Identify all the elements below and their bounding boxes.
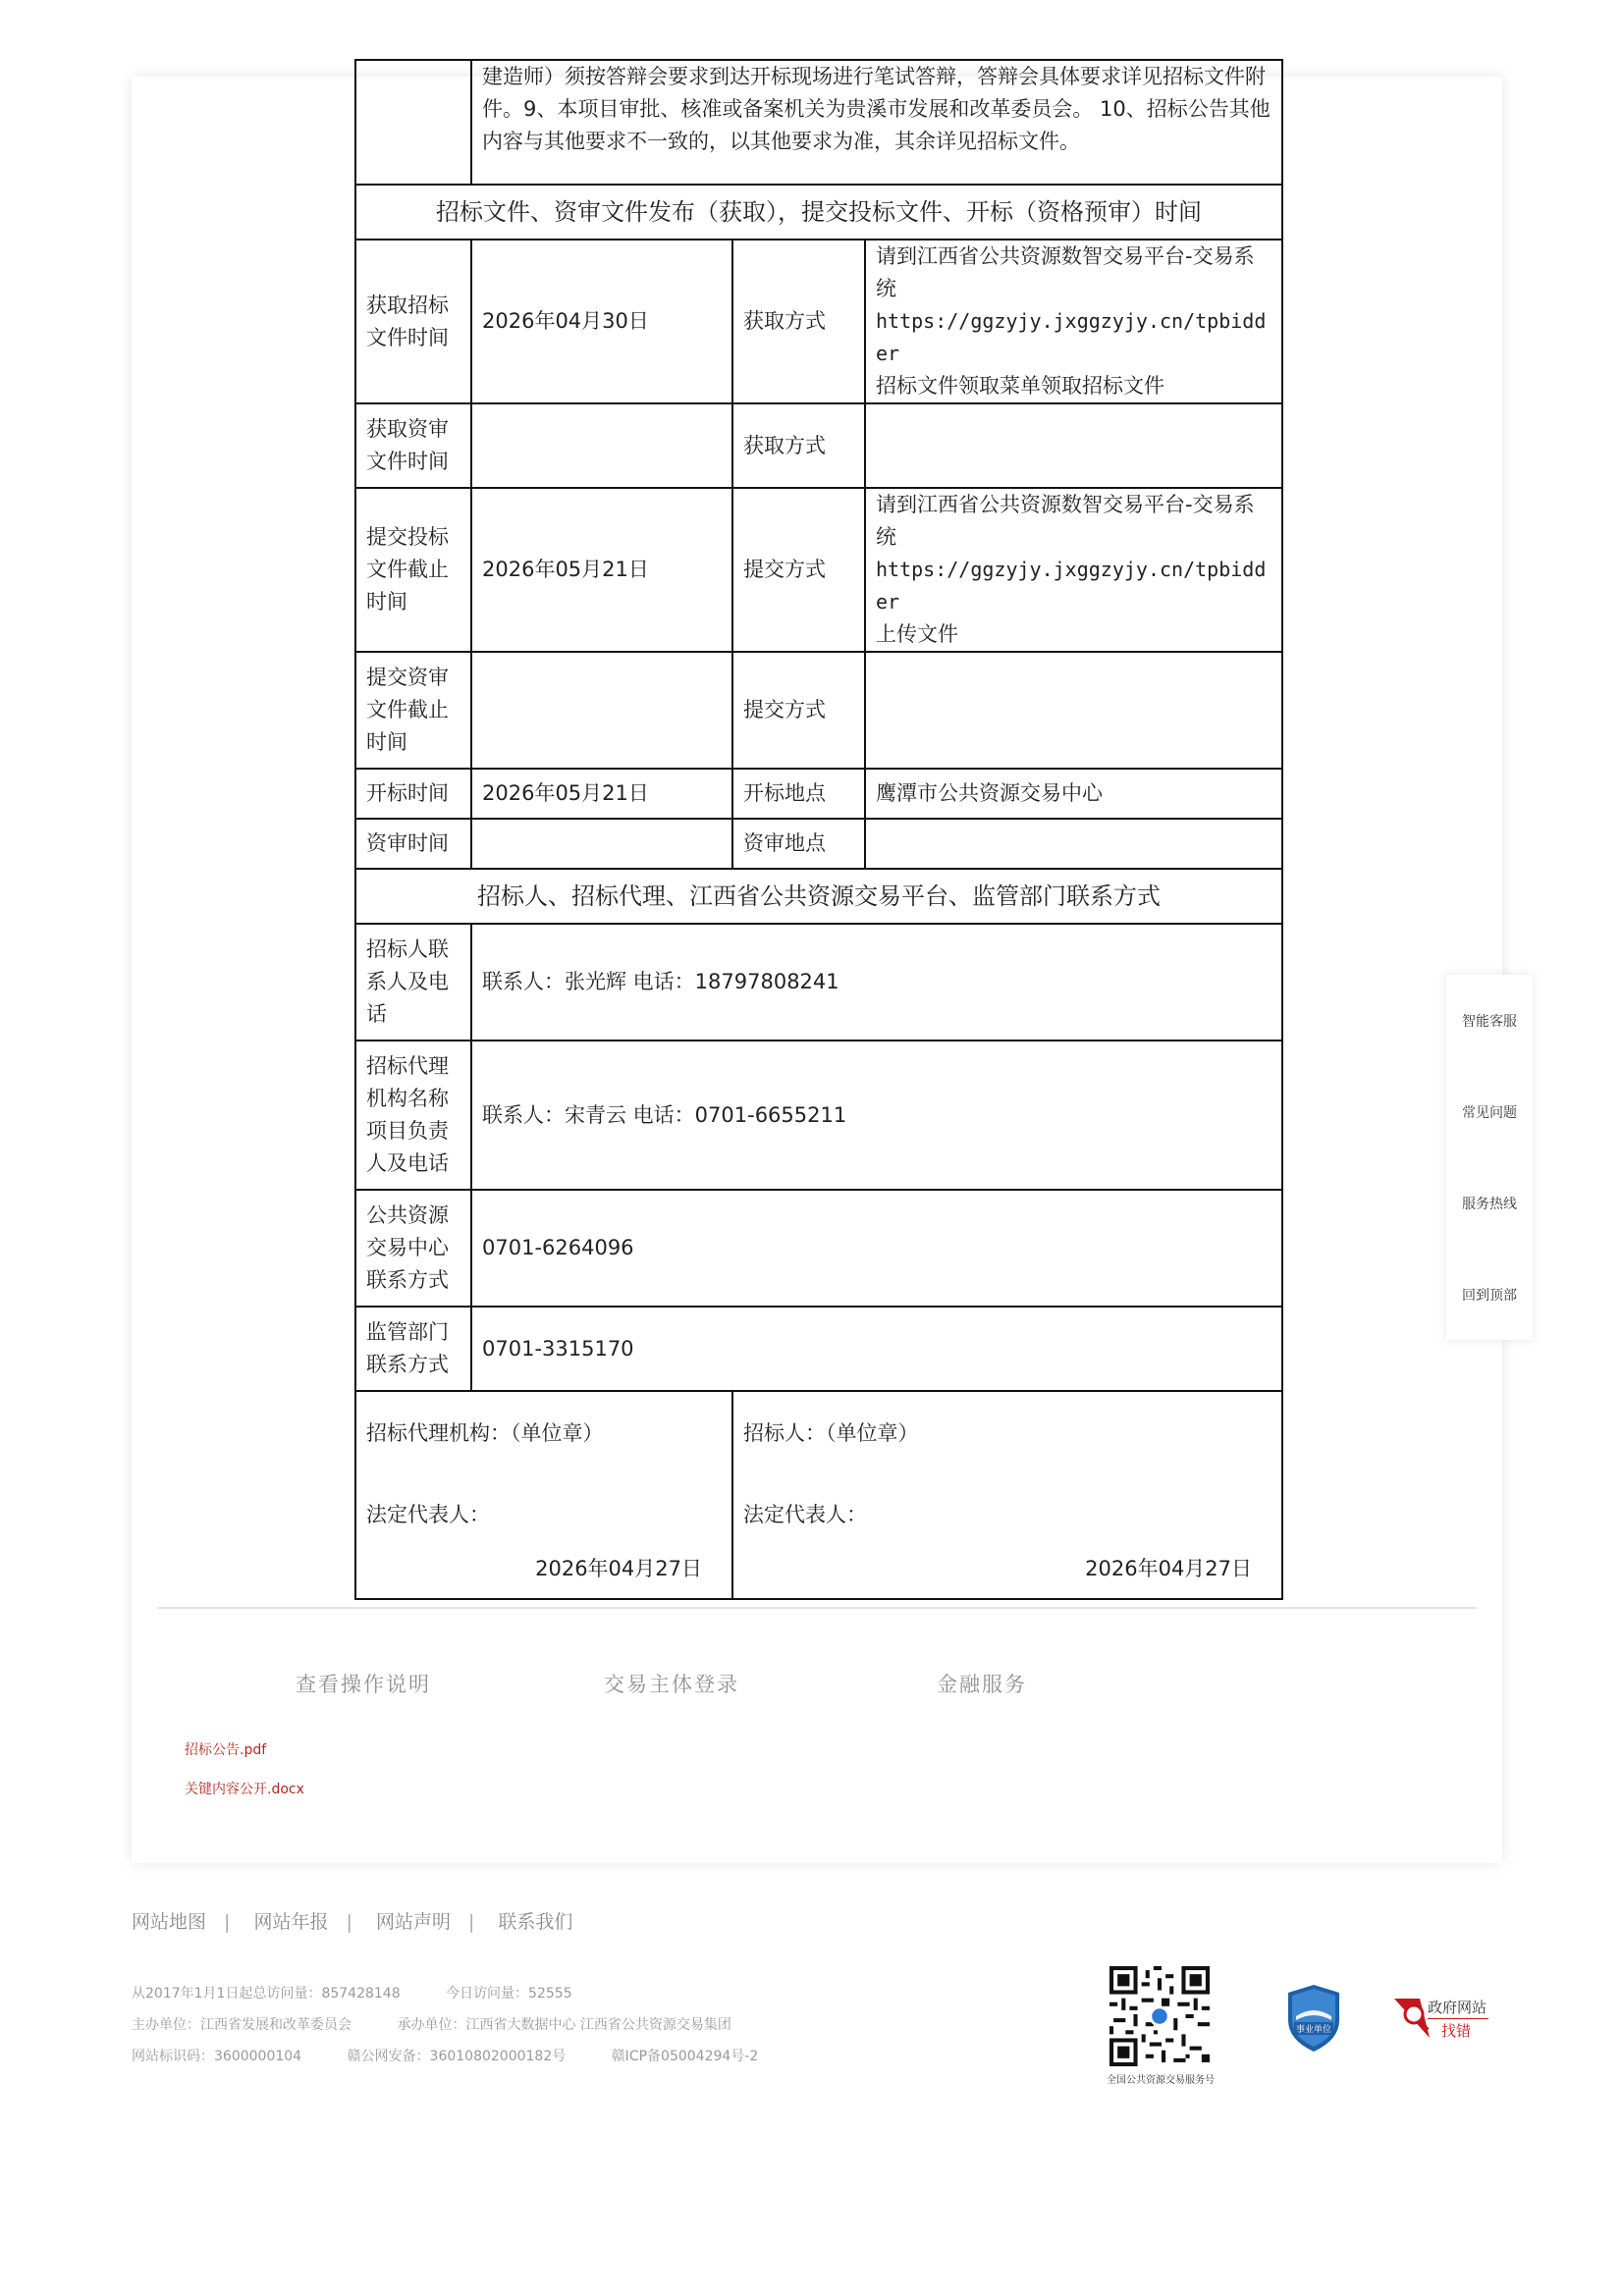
icp-record: 赣ICP备05004294号-2 <box>611 2049 759 2064</box>
method-text: 请到江西省公共资源数智交易平台-交易系统 <box>876 244 1255 300</box>
label-get-qual-method: 获取方式 <box>732 403 865 488</box>
label-submit-qual-method: 提交方式 <box>732 652 865 769</box>
value-trading-center-contact: 0701-6264096 <box>471 1190 1282 1307</box>
label-agency-contact: 招标代理机构名称项目负责人及电话 <box>355 1041 471 1190</box>
value-get-qual-time <box>471 403 732 488</box>
label-qual-review-time: 资审时间 <box>355 819 471 869</box>
link-trading-login[interactable]: 交易主体登录 <box>604 1673 739 1696</box>
footer-link-sitemap[interactable]: 网站地图 <box>132 1911 207 1933</box>
tenderer-seal-label: 招标人：（单位章） <box>743 1421 919 1445</box>
tenderer-rep-label: 法定代表人： <box>743 1503 867 1526</box>
label-qual-review-place: 资审地点 <box>732 819 865 869</box>
footer-link-contact[interactable]: 联系我们 <box>498 1911 573 1933</box>
magnifier-icon <box>1392 1995 1432 2044</box>
label-submit-bid-deadline: 提交投标文件截止时间 <box>355 488 471 652</box>
value-supervision-contact: 0701-3315170 <box>471 1307 1282 1391</box>
signature-tenderer <box>732 1391 1282 1599</box>
platform-url: https://ggzyjy.jxggzyjy.cn/tpbidder <box>876 309 1267 365</box>
method-text: 招标文件领取菜单领取招标文件 <box>876 374 1164 398</box>
method-text: 请到江西省公共资源数智交易平台-交易系统 <box>876 493 1255 549</box>
badge-text: 事业单位 <box>1295 2025 1332 2035</box>
notice-cell-spacer <box>355 60 471 185</box>
zhaocuo-rule <box>1428 2018 1488 2019</box>
qr-caption: 全国公共资源交易服务号 <box>1107 2075 1215 2086</box>
value-get-bid-method <box>865 240 1282 403</box>
value-submit-bid-deadline: 2026年05月21日 <box>471 488 732 652</box>
notice-text: 建造师）须按答辩会要求到达开标现场进行笔试答辩，答辩会具体要求详见招标文件附件。9、本项目审批、核准或备案机关为贵溪市发展和改革委员会。 10、招标公告其他内容与其他要求不一致的，以其他要求为准，其余详见招标文件。 <box>471 60 1282 185</box>
value-open-bid-time: 2026年05月21日 <box>471 769 732 819</box>
footer-visit-stats <box>132 1983 614 2002</box>
label-submit-qual-deadline: 提交资审文件截止时间 <box>355 652 471 769</box>
agency-rep-label: 法定代表人： <box>366 1503 490 1526</box>
value-get-bid-time: 2026年04月30日 <box>471 240 732 403</box>
sidebar-back-to-top[interactable]: 回到顶部 <box>1462 1287 1517 1304</box>
footer-link-annual-report[interactable]: 网站年报 <box>253 1911 329 1933</box>
zhaocuo-line2: 找错 <box>1441 2022 1472 2040</box>
value-tenderer-contact: 联系人：张光辉 电话：18797808241 <box>471 924 1282 1041</box>
today-visits: 今日访问量：52555 <box>446 1986 572 2002</box>
public-institution-badge-icon[interactable] <box>1284 1983 1343 2054</box>
agency-sign-date: 2026年04月27日 <box>535 1557 702 1580</box>
attachment-link-pdf[interactable]: 招标公告.pdf <box>185 1742 267 1758</box>
value-submit-bid-method <box>865 488 1282 652</box>
label-submit-bid-method: 提交方式 <box>732 488 865 652</box>
qr-code-icon <box>1109 1966 1210 2066</box>
tenderer-sign-date: 2026年04月27日 <box>1085 1557 1253 1580</box>
sidebar-smart-service[interactable]: 智能客服 <box>1462 1013 1517 1030</box>
agency-seal-label: 招标代理机构：（单位章） <box>366 1421 604 1445</box>
footer-nav: 网站地图 | 网站年报 | 网站声明 | 联系我们 <box>132 1911 573 1933</box>
label-open-bid-time: 开标时间 <box>355 769 471 819</box>
police-record: 赣公网安备：36010802000182号 <box>347 2049 567 2064</box>
notice-table <box>354 59 1283 1600</box>
label-tenderer-contact: 招标人联系人及电话 <box>355 924 471 1041</box>
attachment-link-docx[interactable]: 关键内容公开.docx <box>185 1782 304 1797</box>
floating-sidebar <box>1446 975 1533 1340</box>
section-title-contacts: 招标人、招标代理、江西省公共资源交易平台、监管部门联系方式 <box>355 869 1282 924</box>
value-get-qual-method <box>865 403 1282 488</box>
sidebar-faq[interactable]: 常见问题 <box>1462 1104 1517 1121</box>
value-submit-qual-deadline <box>471 652 732 769</box>
value-submit-qual-method <box>865 652 1282 769</box>
signature-agency <box>355 1391 732 1599</box>
footer-organizers <box>132 2014 773 2034</box>
divider <box>157 1607 1477 1609</box>
total-visits: 从2017年1月1日起总访问量：857428148 <box>132 1986 401 2002</box>
label-get-bid-time: 获取招标文件时间 <box>355 240 471 403</box>
label-trading-center-contact: 公共资源交易中心联系方式 <box>355 1190 471 1307</box>
label-get-bid-method: 获取方式 <box>732 240 865 403</box>
method-text: 上传文件 <box>876 622 958 646</box>
value-open-bid-place: 鹰潭市公共资源交易中心 <box>865 769 1282 819</box>
value-agency-contact: 联系人：宋青云 电话：0701-6655211 <box>471 1041 1282 1190</box>
link-operation-guide[interactable]: 查看操作说明 <box>296 1673 431 1696</box>
section-title-times: 招标文件、资审文件发布（获取），提交投标文件、开标（资格预审）时间 <box>355 185 1282 240</box>
host-unit: 主办单位：江西省发展和改革委员会 <box>132 2017 352 2033</box>
organizer-unit: 承办单位：江西省大数据中心 江西省公共资源交易集团 <box>397 2017 731 2033</box>
value-qual-review-place <box>865 819 1282 869</box>
label-supervision-contact: 监管部门联系方式 <box>355 1307 471 1391</box>
platform-url: https://ggzyjy.jxggzyjy.cn/tpbidder <box>876 558 1267 614</box>
footer-link-statement[interactable]: 网站声明 <box>375 1911 451 1933</box>
link-financial-services[interactable]: 金融服务 <box>937 1673 1027 1696</box>
zhaocuo-line1: 政府网站 <box>1428 1999 1488 2016</box>
label-get-qual-time: 获取资审文件时间 <box>355 403 471 488</box>
label-open-bid-place: 开标地点 <box>732 769 865 819</box>
value-qual-review-time <box>471 819 732 869</box>
footer-registration <box>132 2046 799 2065</box>
sidebar-hotline[interactable]: 服务热线 <box>1462 1196 1517 1212</box>
site-id: 网站标识码：3600000104 <box>132 2049 302 2064</box>
